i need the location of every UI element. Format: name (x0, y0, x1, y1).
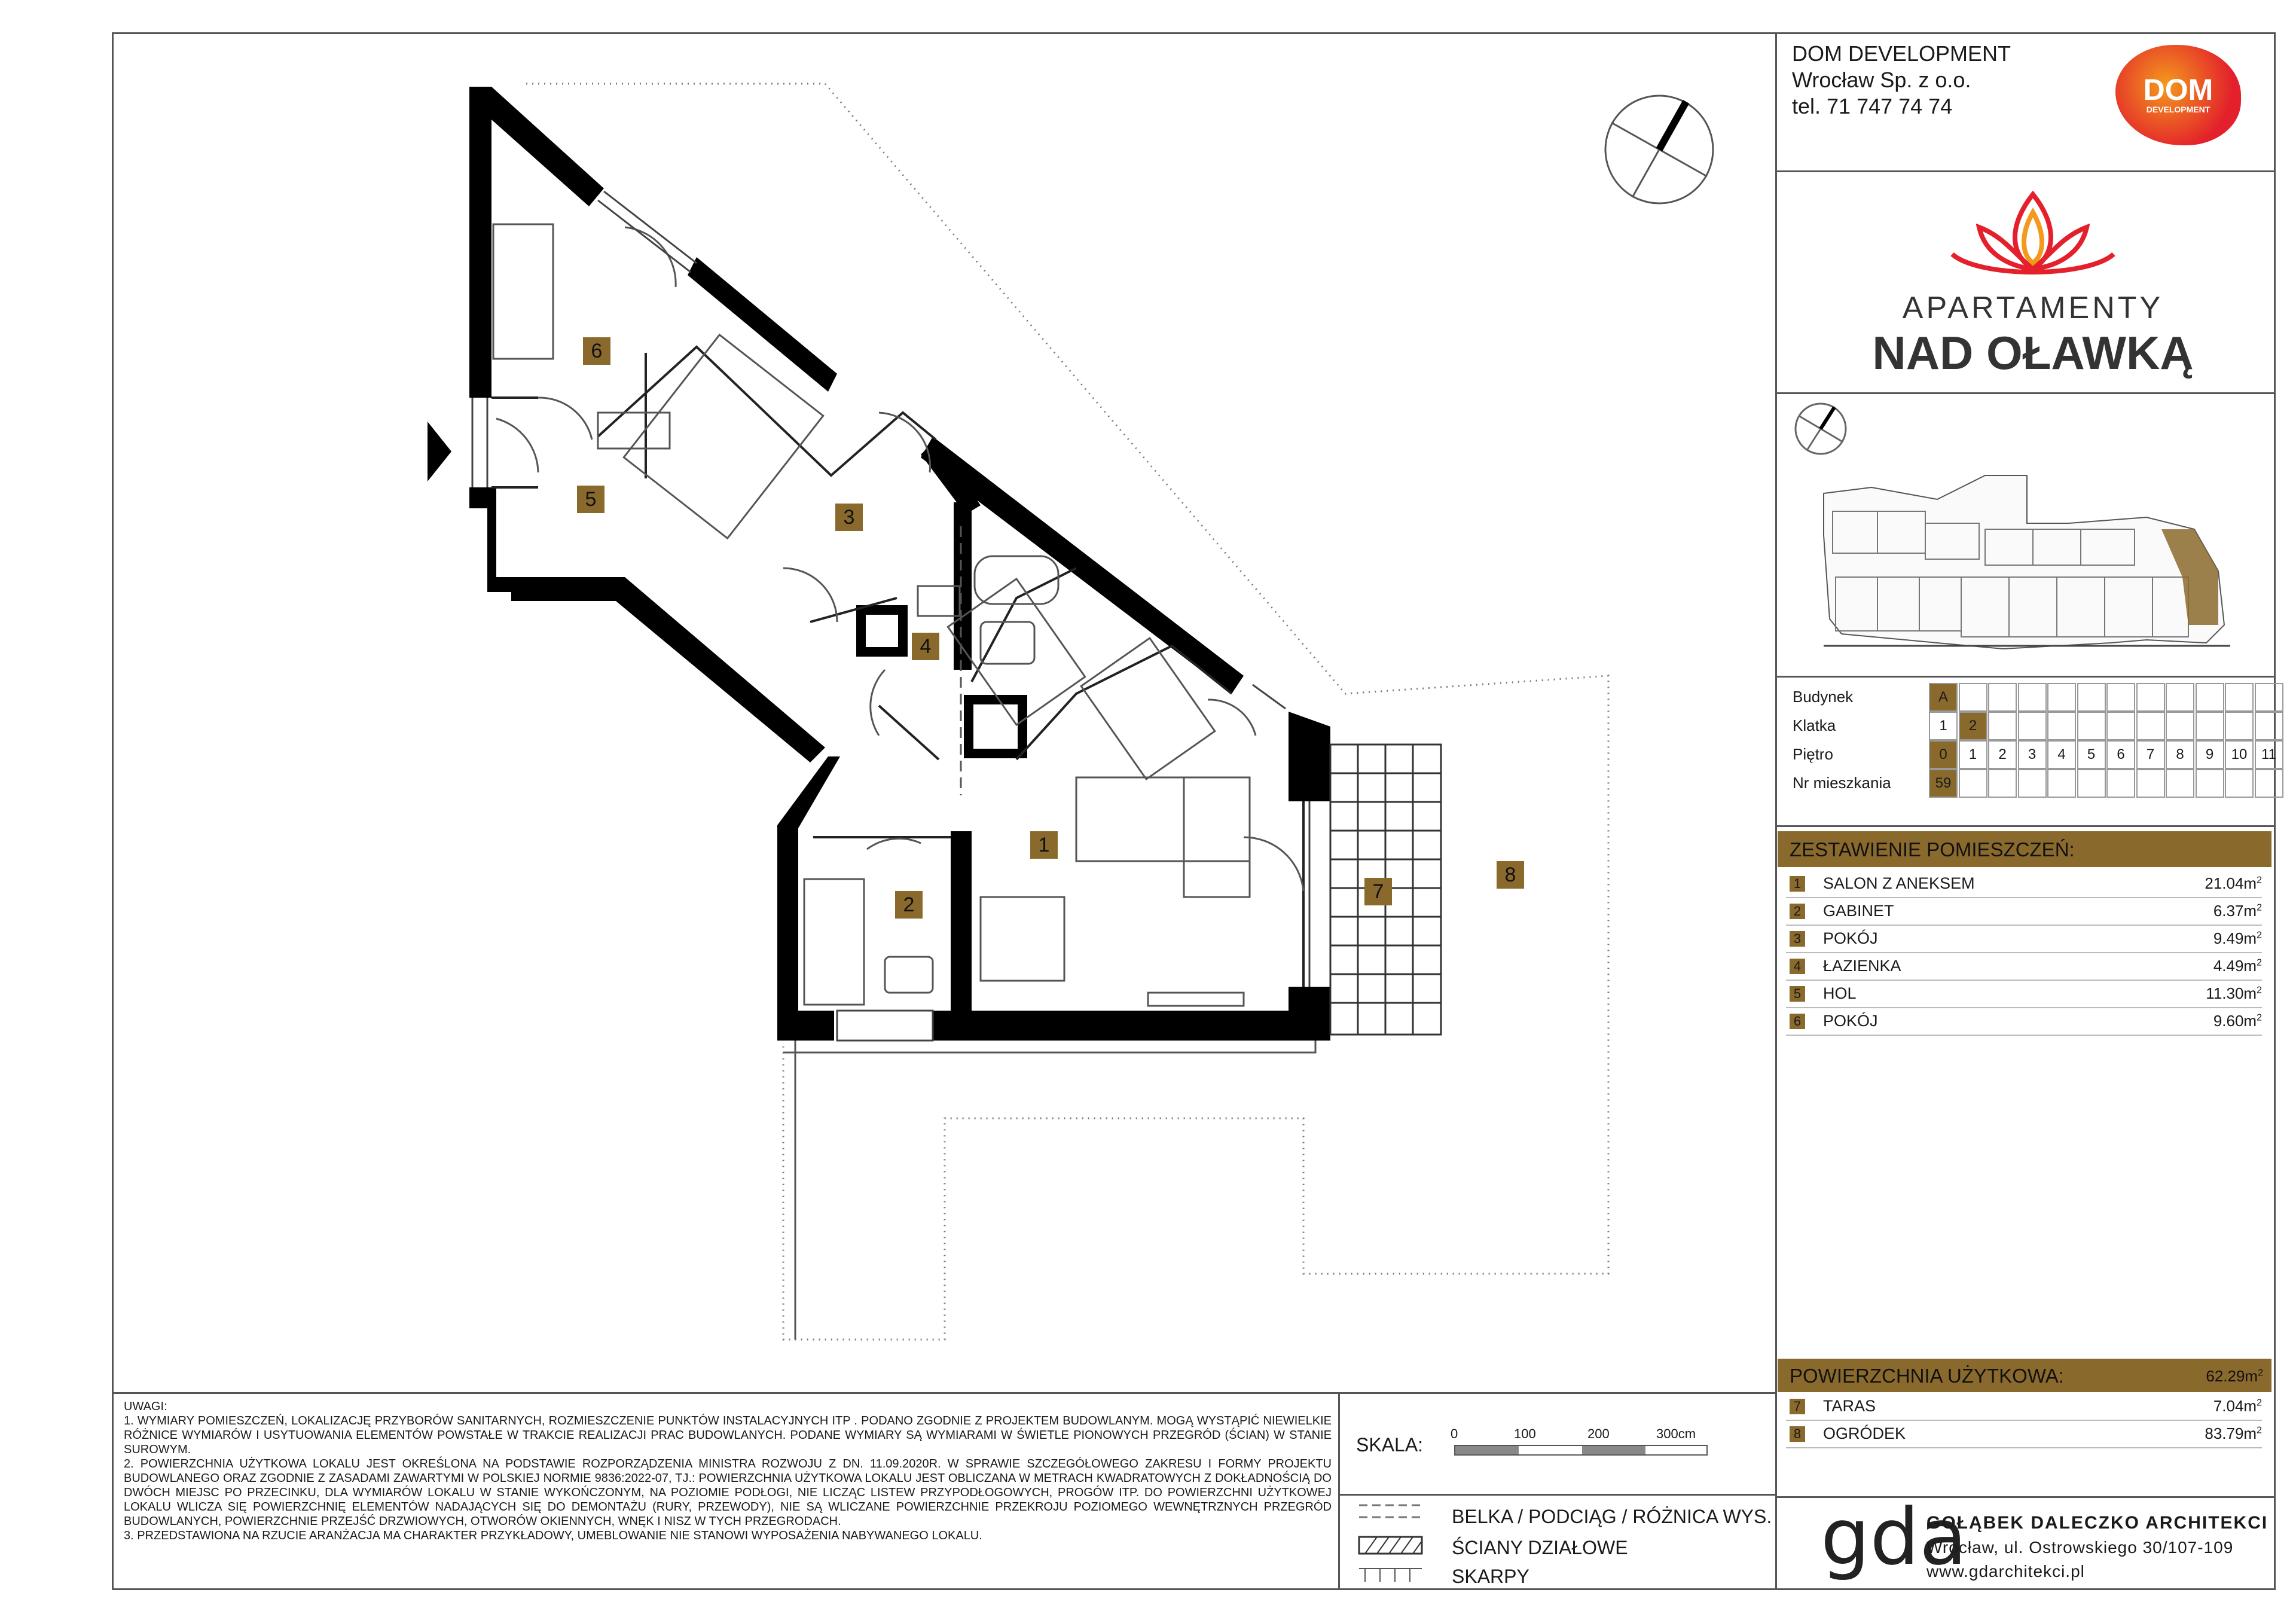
selector-cell (2255, 683, 2283, 712)
selector-cell (2077, 769, 2106, 798)
selector-cell: 1 (1929, 712, 1958, 740)
selector-cell: 2 (1988, 740, 2017, 769)
room-row (1786, 898, 2262, 926)
room-number: 4 (1790, 959, 1805, 974)
selector-cell (1959, 769, 1987, 798)
legend-walls: ŚCIANY DZIAŁOWE (1452, 1537, 1628, 1558)
selector-cell: 8 (2166, 740, 2194, 769)
room-number: 6 (1790, 1014, 1805, 1029)
key-plan (1788, 398, 2266, 673)
notes-legend-divider (1338, 1392, 1340, 1590)
selector-cell (2018, 683, 2047, 712)
selector-cell: 2 (1959, 712, 1987, 740)
selector-cell (2166, 683, 2194, 712)
selector-cell: 9 (2196, 740, 2224, 769)
scale-tick-0: 0 (1451, 1426, 1458, 1441)
company-name: DOM DEVELOPMENT (1792, 41, 2011, 66)
selector-cell (2196, 683, 2224, 712)
room-area: $9.60m^2$ (2213, 1012, 2262, 1030)
room-row (1786, 953, 2262, 981)
legend-slopes: SKARPY (1452, 1566, 1529, 1587)
scale-label: SKALA: (1356, 1434, 1424, 1456)
architect-web: www.gdarchitekci.pl (1926, 1562, 2085, 1581)
project-title-line2: NAD OŁAWKĄ (1872, 327, 2194, 379)
note-3: 3. PRZEDSTAWIONA NA RZUCIE ARANŻACJA MA CHARAKTER PRZYKŁADOWY, UMEBLOWANIE NIE STANOWI WYPOSAŻENIA NABYWANEGO LOKALU. (124, 1529, 982, 1542)
notes-block (124, 1399, 1332, 1543)
header-divider (1775, 170, 2276, 172)
legend-icons (1356, 1498, 1434, 1588)
room-number: 7 (1790, 1399, 1805, 1414)
plan-label-7: 7 (1364, 878, 1392, 905)
selector-cell (1959, 683, 1987, 712)
selector-cell (2136, 683, 2165, 712)
selector-cell (2018, 769, 2047, 798)
selector-cell (2047, 683, 2076, 712)
room-name: POKÓJ (1823, 929, 1878, 947)
usable-area-header (1778, 1359, 2271, 1392)
room-number: 3 (1790, 931, 1805, 947)
scale-legend-divider (1338, 1494, 1775, 1496)
architect-address: Wrocław, ul. Ostrowskiego 30/107-109 (1926, 1538, 2234, 1557)
room-number: 1 (1790, 876, 1805, 892)
row-separator (1786, 1447, 2262, 1448)
selector-label-klatka: Klatka (1793, 716, 1836, 734)
selector-cell (2047, 712, 2076, 740)
selector-cell: 1 (1959, 740, 1987, 769)
selector-cell (1988, 769, 2017, 798)
selector-cell (2047, 769, 2076, 798)
selector-cell: A (1929, 683, 1958, 712)
selector-cell (2136, 769, 2165, 798)
usable-area-value: $62.29m^2$ (2206, 1367, 2263, 1385)
scale-tick-300: 300cm (1656, 1426, 1696, 1441)
note-2: 2. POWIERZCHNIA UŻYTKOWA LOKALU JEST OKREŚLONA NA PODSTAWIE ROZPORZĄDZENIA MINISTRA ROZWOJU Z DN. 11.09.2020R. W SPRAWIE SZCZEGÓŁOWEGO ZAKRESU I FORMY PROJEKTU BUDOWLANEGO ORAZ ZGODNIE Z ZASADAMI ZAWARTYMI W POLSKIEJ NORMIE 9836:2022-07, TJ.: POWIERZCHNIA UŻYTKOWA LOKALU JEST OBLICZANA W METRACH KWADRATOWYCH Z DOKŁADNOŚCIĄ DO DWÓCH MIEJSC PO PRZECINKU, DLA WYMIARÓW LOKALU W STANIE WYKOŃCZONYM, NA POZIOMIE PODŁOGI, NIE LICZĄC LISTEW PRZYPODŁOGOWYCH, PROGÓW ITP. DO POWIERZCHNI UŻYTKOWEJ LOKALU WLICZA SIĘ POWIERZCHNIĘ ELEMENTÓW NADAJĄCYCH SIĘ DO DEMONTAŻU (RURY, PRZEWODY), NIE SĄ WLICZANE POWIERZCHNIE PRZEKROJU POZIOMEGO WEWNĘTRZNYCH PRZEGRÓD BUDOWLANYCH, POWIERZCHNIE PRZEJŚĆ DRZWIOWYCH, OTWORÓW OKIENNYCH, WNĘK I NISZ W TYCH PRZEGRODACH. (124, 1457, 1332, 1528)
room-name: TARAS (1823, 1397, 1876, 1415)
selector-cell (2225, 683, 2254, 712)
selector-divider (1775, 825, 2276, 827)
usable-area-label: POWIERZCHNIA UŻYTKOWA: (1790, 1365, 2064, 1387)
selector-cell: 10 (2225, 740, 2254, 769)
architect-name: GOŁĄBEK DALECZKO ARCHITEKCI (1926, 1513, 2268, 1533)
scale-bar (1454, 1445, 1708, 1456)
lotus-icon (1943, 188, 2123, 278)
room-name: HOL (1823, 984, 1857, 1002)
project-divider (1775, 392, 2276, 394)
room-row (1786, 1008, 2262, 1036)
room-row (1786, 926, 2262, 953)
selector-cell (2166, 769, 2194, 798)
selector-cell (2077, 712, 2106, 740)
rooms-title: ZESTAWIENIE POMIESZCZEŃ: (1790, 838, 2075, 861)
company-phone: tel. 71 747 74 74 (1792, 94, 1953, 118)
sidebar-divider (1775, 32, 1777, 1590)
selector-cell: 7 (2136, 740, 2165, 769)
plan-label-2: 2 (895, 891, 923, 919)
keyplan-divider (1775, 676, 2276, 678)
room-area: $4.49m^2$ (2213, 957, 2262, 975)
selector-cell (2225, 712, 2254, 740)
room-area: $6.37m^2$ (2213, 902, 2262, 920)
room-area: $9.49m^2$ (2213, 929, 2262, 947)
note-1: 1. WYMIARY POMIESZCZEŃ, LOKALIZACJĘ PRZYBORÓW SANITARNYCH, ROZMIESZCZENIE PUNKTÓW INSTALACYJNYCH ITP . PODANO ZGODNIE Z PROJEKTEM BUDOWLANYM. MOGĄ WYSTĄPIĆ NIEWIELKIE RÓŻNICE WYMIARÓW I USYTUOWANIA ELEMENTÓW POWSTAŁE W TRAKCIE REALIZACJI PRAC BUDOWLANYCH. PODANE WYMIARY SĄ WYMIARAMI W ŚWIETLE PIONOWYCH PRZEGRÓD (ŚCIAN) W STANIE SUROWYM. (124, 1414, 1332, 1456)
room-row (1786, 871, 2262, 898)
selector-cell (2136, 712, 2165, 740)
room-name: ŁAZIENKA (1823, 957, 1901, 975)
selector-cell: 6 (2106, 740, 2135, 769)
selector-cell (2255, 712, 2283, 740)
selector-cell (2255, 769, 2283, 798)
selector-cell (2166, 712, 2194, 740)
selector-cell: 59 (1929, 769, 1958, 798)
plan-label-8: 8 (1497, 861, 1524, 889)
room-number: 5 (1790, 986, 1805, 1002)
notes-title: UWAGI: (124, 1400, 167, 1413)
room-area: $7.04m^2$ (2213, 1397, 2262, 1415)
room-number: 2 (1790, 904, 1805, 919)
company-branch: Wrocław Sp. z o.o. (1792, 68, 1971, 92)
selector-label-nr: Nr mieszkania (1793, 774, 1891, 792)
room-name: OGRÓDEK (1823, 1424, 1906, 1442)
room-area: $11.30m^2$ (2206, 984, 2262, 1002)
selector-label-pietro: Piętro (1793, 745, 1833, 763)
room-area: $83.79m^2$ (2205, 1424, 2262, 1442)
legend-beam: BELKA / PODCIĄG / RÓŻNICA WYS. (1452, 1506, 1772, 1527)
room-row (1786, 1393, 2262, 1421)
room-row (1786, 1421, 2262, 1448)
plan-label-5: 5 (577, 486, 604, 513)
company-info (1792, 41, 2011, 120)
project-title-line1: APARTAMENTY (1902, 291, 2164, 325)
selector-cell (2196, 712, 2224, 740)
entrance-arrow (428, 422, 451, 481)
scale-tick-200: 200 (1587, 1426, 1610, 1441)
selector-cell: 11 (2255, 740, 2283, 769)
row-separator (1786, 1035, 2262, 1036)
selector-cell (2106, 712, 2135, 740)
room-area: $21.04m^2$ (2205, 874, 2262, 892)
selector-cell (1988, 683, 2017, 712)
selector-cell (1988, 712, 2017, 740)
selector-cell: 0 (1929, 740, 1958, 769)
selector-cell (2077, 683, 2106, 712)
room-number: 8 (1790, 1426, 1805, 1442)
garden-outline (526, 84, 1608, 1340)
room-name: SALON Z ANEKSEM (1823, 874, 1975, 892)
room-name: GABINET (1823, 902, 1894, 920)
plan-label-3: 3 (835, 504, 863, 531)
selector-cell: 3 (2018, 740, 2047, 769)
selector-cell (2106, 683, 2135, 712)
selector-cell (2106, 769, 2135, 798)
plan-label-4: 4 (912, 633, 939, 660)
room-name: POKÓJ (1823, 1012, 1878, 1030)
selector-cell (2196, 769, 2224, 798)
plan-label-1: 1 (1030, 831, 1058, 859)
selector-cell (2018, 712, 2047, 740)
scale-tick-100: 100 (1514, 1426, 1536, 1441)
selector-cell: 5 (2077, 740, 2106, 769)
dom-logo: DOM DEVELOPMENT (2115, 45, 2241, 145)
rooms-header (1778, 831, 2271, 867)
selector-label-budynek: Budynek (1793, 688, 1854, 706)
plan-label-6: 6 (583, 337, 610, 365)
room-row (1786, 981, 2262, 1008)
gda-logo: gda (1821, 1491, 1967, 1582)
selector-cell (2225, 769, 2254, 798)
selector-cell: 4 (2047, 740, 2076, 769)
